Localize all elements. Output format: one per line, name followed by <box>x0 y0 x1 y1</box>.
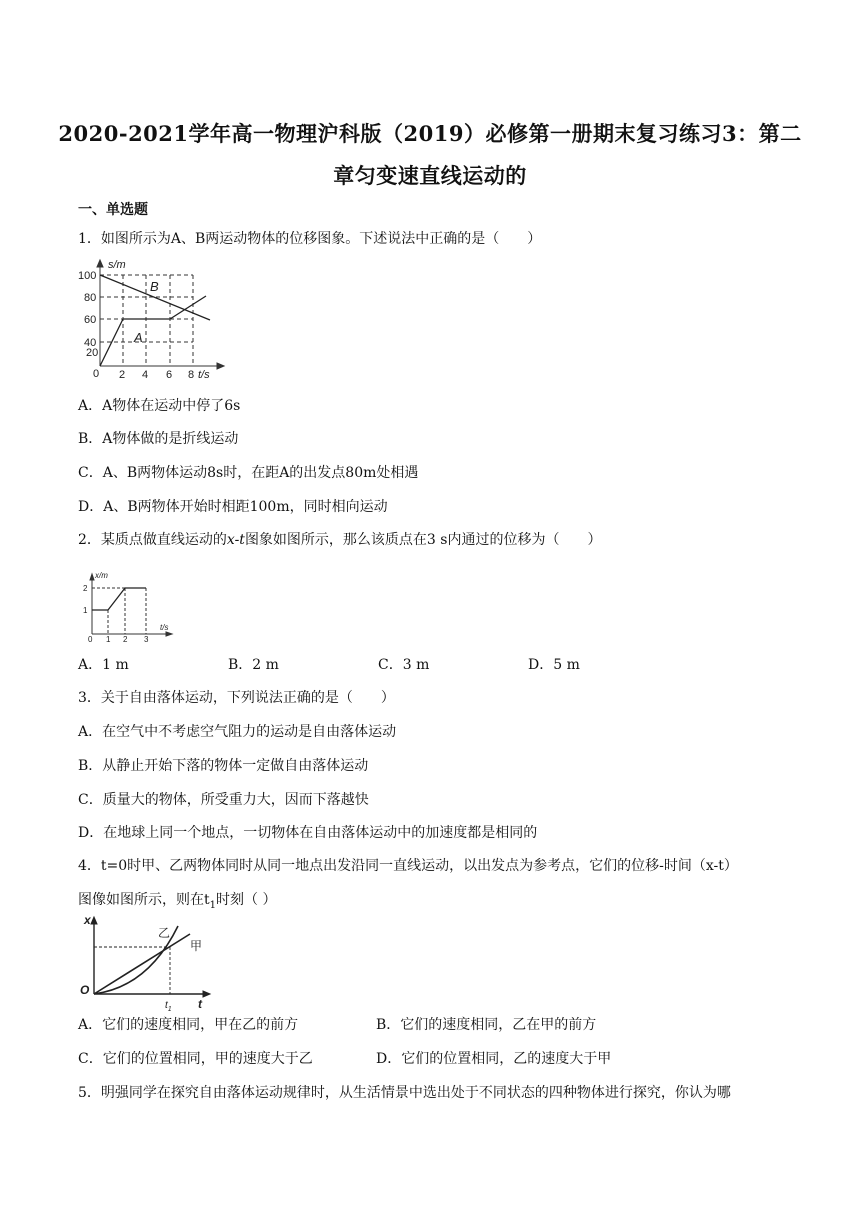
q2-option-a: A．1 m <box>78 657 129 673</box>
q1-ylabel: s/m <box>108 259 126 271</box>
q3-option-c: C．质量大的物体，所受重力大，因而下落越快 <box>78 792 369 808</box>
q3-stem: 3．关于自由落体运动，下列说法正确的是（ ） <box>78 690 395 706</box>
q4-label-jia: 甲 <box>190 939 203 953</box>
q1-ytick: 60 <box>84 314 97 326</box>
q4-option-a: A．它们的速度相同，甲在乙的前方 <box>78 1017 299 1033</box>
q2-xlabel: t/s <box>160 623 169 632</box>
q4-origin: O <box>80 983 90 997</box>
q2-ytick: 1 <box>83 606 88 615</box>
q1-xtick: 6 <box>166 369 173 381</box>
q5-stem: 5．明强同学在探究自由落体运动规律时，从生活情景中选出处于不同状态的四种物体进行探究，你认为哪 <box>78 1085 731 1101</box>
q2-stem-post: 图象如图所示，那么该质点在3 s内通过的位移为（ ） <box>244 532 602 548</box>
q2-ylabel: x/m <box>95 571 108 580</box>
q2-stem-var: x-t <box>226 532 245 548</box>
q2-ytick: 2 <box>83 584 88 593</box>
section-heading: 一、单选题 <box>78 202 148 218</box>
q1-option-b: B．A物体做的是折线运动 <box>78 431 239 447</box>
q4-stem-line2 <box>78 889 276 911</box>
q4-option-c: C．它们的位置相同，甲的速度大于乙 <box>78 1051 313 1067</box>
q2-figure <box>78 572 178 642</box>
q2-option-c: C．3 m <box>378 657 430 673</box>
q4-stem-pre: 图像如图所示，则在t <box>78 892 210 908</box>
q4-stem-sub: 1 <box>209 899 217 911</box>
q4-line-jia <box>94 934 190 994</box>
q2-xtick: 2 <box>123 635 128 644</box>
q3-option-b: B．从静止开始下落的物体一定做自由落体运动 <box>78 758 369 774</box>
q1-xtick: 4 <box>142 369 149 381</box>
q2-stem-pre: 2．某质点做直线运动的 <box>78 532 227 548</box>
q1-option-a: A．A物体在运动中停了6s <box>78 398 241 414</box>
q1-ytick: 100 <box>78 270 97 282</box>
q4-t1: $t_1$ <box>165 1000 172 1013</box>
q4-option-b: B．它们的速度相同，乙在甲的前方 <box>376 1017 597 1033</box>
q4-stem-line1: 4．t=0时甲、乙两物体同时从同一地点出发沿同一直线运动，以出发点为参考点，它们的位移-时间（x-t） <box>78 858 738 874</box>
q2-origin: 0 <box>88 635 93 644</box>
q1-xlabel: t/s <box>198 369 210 381</box>
q2-line <box>92 588 146 610</box>
q3-option-d: D．在地球上同一个地点，一切物体在自由落体运动中的加速度都是相同的 <box>78 825 538 841</box>
q1-stem: 1．如图所示为A、B两运动物体的位移图象。下述说法中正确的是（ ） <box>78 231 542 247</box>
q2-option-d: D．5 m <box>528 657 580 673</box>
q1-figure <box>78 258 228 381</box>
q2-option-b: B．2 m <box>228 657 279 673</box>
q1-ytick: 20 <box>86 347 99 359</box>
q1-option-d: D．A、B两物体开始时相距100m，同时相向运动 <box>78 499 388 515</box>
q4-option-d: D．它们的位置相同，乙的速度大于甲 <box>376 1051 612 1067</box>
q4-figure <box>78 912 218 1012</box>
q1-line-a <box>100 296 206 366</box>
q2-xtick: 3 <box>144 635 149 644</box>
q1-label-b: B <box>150 279 159 294</box>
q1-ytick: 40 <box>84 337 97 349</box>
q1-label-a: A <box>134 330 143 345</box>
doc-title-line2: 章匀变速直线运动的 <box>333 163 527 188</box>
q1-ytick: 80 <box>84 292 97 304</box>
q4-label-yi: 乙 <box>158 926 171 940</box>
q3-option-a: A．在空气中不考虑空气阻力的运动是自由落体运动 <box>78 724 397 740</box>
q4-stem-post: 时刻（ ） <box>216 892 277 908</box>
q4-xlabel: t <box>198 997 202 1011</box>
q1-origin: 0 <box>93 368 100 380</box>
q1-xtick: 8 <box>188 369 195 381</box>
q1-option-c: C．A、B两物体运动8s时，在距A的出发点80m处相遇 <box>78 465 419 481</box>
doc-title-line1: 2020-2021学年高一物理沪科版（2019）必修第一册期末复习练习3：第二 <box>58 121 802 146</box>
q1-xtick: 2 <box>119 369 126 381</box>
q2-xtick: 1 <box>106 635 111 644</box>
q2-stem <box>78 529 601 549</box>
q4-ylabel: x <box>84 913 91 927</box>
